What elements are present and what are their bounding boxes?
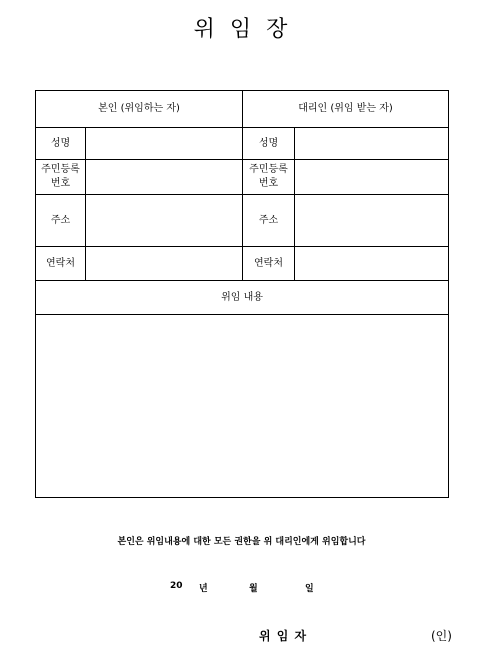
principal-address-field[interactable]	[86, 195, 243, 247]
agent-address-field[interactable]	[295, 195, 449, 247]
principal-rrn-label-line2: 번호	[50, 178, 71, 189]
name-row	[36, 128, 449, 160]
delegation-form-table	[35, 90, 449, 498]
principal-rrn-label-line1: 주민등록	[41, 164, 80, 175]
delegation-content-header: 위임 내용	[36, 281, 449, 315]
principal-address-label: 주소	[36, 195, 86, 247]
content-body-row	[36, 315, 449, 498]
address-row	[36, 195, 449, 247]
delegator-label: 위 임 자	[259, 629, 308, 643]
agent-header: 대리인 (위임 받는 자)	[243, 91, 449, 128]
date-year-prefix: 20	[170, 581, 183, 591]
date-day-label: 일	[305, 584, 314, 594]
delegation-statement: 본인은 위임내용에 대한 모든 권한을 위 대리인에게 위임합니다	[117, 537, 366, 547]
document-title: 위 임 장	[193, 17, 290, 42]
principal-header: 본인 (위임하는 자)	[36, 91, 243, 128]
principal-contact-label: 연락처	[36, 247, 86, 281]
principal-name-field[interactable]	[86, 128, 243, 160]
agent-contact-field[interactable]	[295, 247, 449, 281]
rrn-row	[36, 160, 449, 195]
date-line	[0, 581, 483, 595]
principal-name-label: 성명	[36, 128, 86, 160]
agent-name-field[interactable]	[295, 128, 449, 160]
party-header-row	[36, 91, 449, 128]
agent-rrn-label-line2: 번호	[258, 178, 279, 189]
agent-rrn-field[interactable]	[295, 160, 449, 195]
principal-rrn-label	[36, 160, 86, 195]
date-year-label: 년	[199, 584, 208, 594]
date-month-label: 월	[249, 584, 258, 594]
agent-rrn-label	[243, 160, 295, 195]
agent-contact-label: 연락처	[243, 247, 295, 281]
principal-rrn-field[interactable]	[86, 160, 243, 195]
seal-mark: (인)	[431, 629, 452, 643]
principal-contact-field[interactable]	[86, 247, 243, 281]
agent-address-label: 주소	[243, 195, 295, 247]
agent-name-label: 성명	[243, 128, 295, 160]
contact-row	[36, 247, 449, 281]
delegation-content-field[interactable]	[36, 315, 449, 498]
agent-rrn-label-line1: 주민등록	[249, 164, 288, 175]
content-header-row	[36, 281, 449, 315]
